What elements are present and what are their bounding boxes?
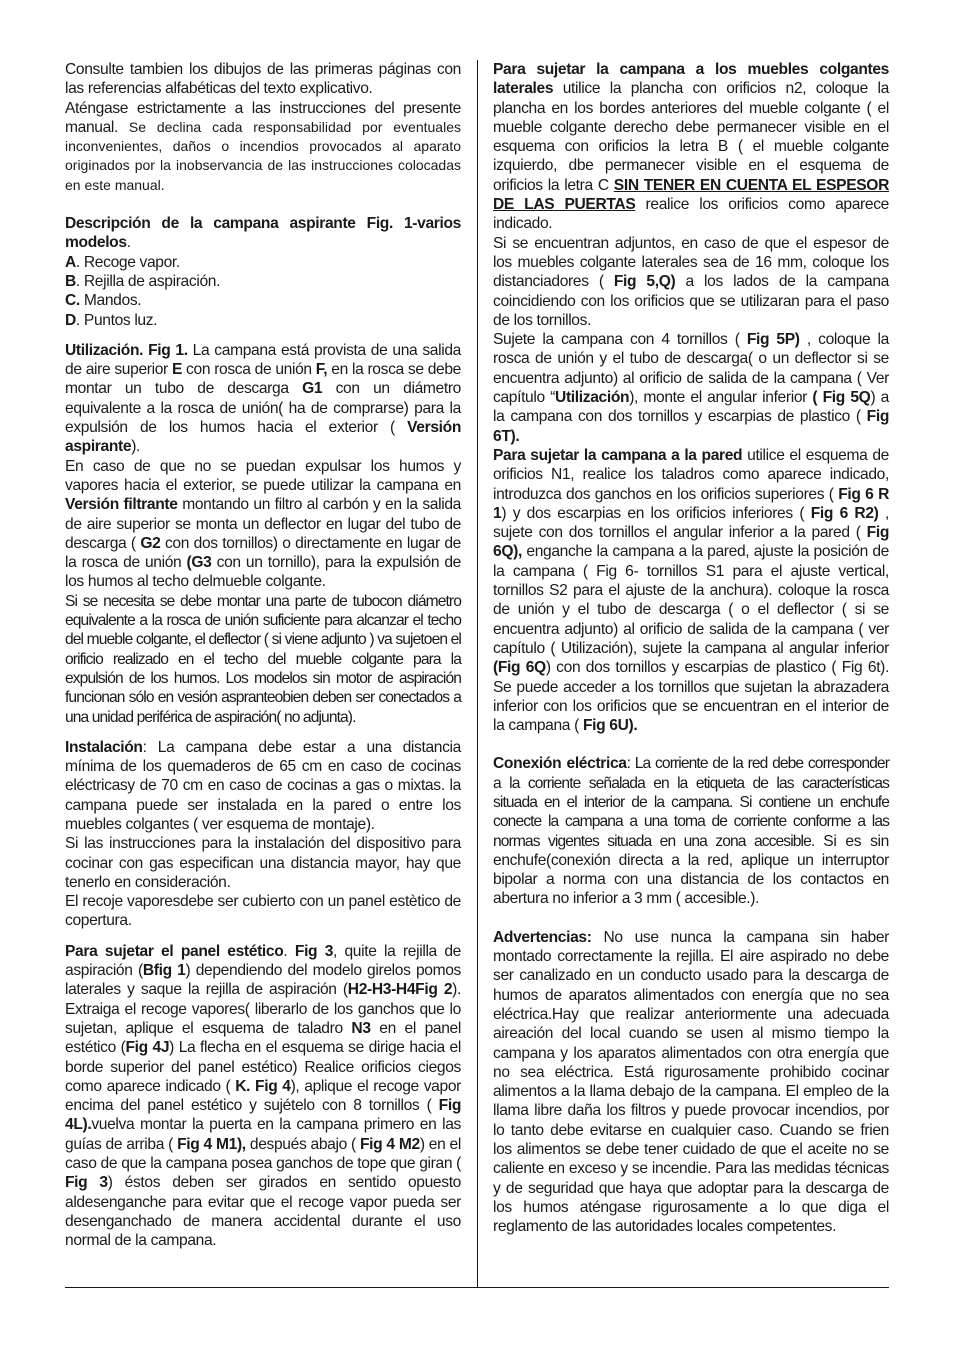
description-section: Descripción de la campana aspirante Fig. 1-varios modelos. A. Recoge vapor. B. Rejilla de aspiración. C. Mandos. D. Puntos luz. (65, 215, 461, 329)
filter-ref: G2 (140, 534, 161, 552)
utilization-title: Utilización. Fig 1. (65, 341, 188, 359)
electric-text: : La corriente de la red debe corresponder a la corriente señalada en la etiqueta de las características situada en el interior de la campana. Si contiene un enchufe conecte la campana a una toma de corriente conforme a las normas vigentes situada en una zona accesible. (493, 755, 889, 850)
panel-text: ) éstos deben ser girados en sentido opuesto aldesenganche para evitar que el recoge vapor pueda ser desenganchado de manera accidental durante el uso normal de la campana. (65, 1174, 462, 1250)
warnings-paragraph (493, 928, 889, 1237)
spacers-text: a los lados de la campana coincidiendo con los orificios que se utilizaran para el paso de los tornillos. (493, 273, 889, 329)
lateral-warning: SIN TENER EN CUENTA EL ESPESOR DE LAS PUERTAS (493, 176, 889, 214)
panel-text: vuelva montar la puerta en la campana primero en las guías de arriba ( (65, 1116, 461, 1153)
utilization-text: en la rosca se debe montar un tubo de descarga (65, 361, 461, 398)
filter-ref: Versión filtrante (65, 496, 178, 514)
electric-paragraph (493, 754, 889, 908)
installation-text: : La campana debe estar a una distancia mínima de los quemaderos de 65 cm en caso de cocinas eléctricasy de 70 cm en caso de cocinas a gas o mixtas. la campana puede ser instalada en la pared o entre los muebles colgantes ( ver esquema de montaje). (65, 738, 461, 833)
screws-text: ) a la campana con dos tornillos y escarpias de plastico ( (493, 389, 889, 426)
panel-ref: H2-H3-H4Fig 2 (347, 981, 453, 999)
panel-text: después abajo ( (245, 1135, 360, 1153)
panel-ref: Fig 3 (294, 942, 334, 960)
panel-text: , quite la rejilla de aspiración ( (65, 942, 462, 980)
screws-ref: Utilización (555, 389, 630, 407)
panel-ref: Fig 4J (125, 1039, 170, 1057)
panel-text: en el panel estético ( (65, 1019, 461, 1057)
spacers-paragraph (493, 234, 889, 330)
filter-text: En caso de que no se puedan expulsar los humos y vapores hacia el exterior, se puede utilizar la campana en (65, 457, 461, 494)
desc-letter-d: D (65, 311, 76, 329)
wall-text: , sujete con dos tornillos el angular inferior a la pared ( (493, 504, 890, 542)
bottom-rule (65, 1287, 889, 1288)
desc-letter-b: B (65, 272, 76, 290)
intro-text-2: Aténgase estrictamente a las instrucciones del presente manual. (65, 99, 461, 136)
panel-text: ). Extraiga el recoge vapores( liberarlo de los ganchos que lo sujetan, aplique el esquema de taladro (65, 981, 461, 1037)
intro-paragraph (65, 60, 461, 195)
panel-text: ) dependiendo del modelo girelos pomos laterales y saque la rejilla de aspiración ( (65, 962, 461, 999)
installation-title: Instalación (65, 738, 143, 756)
wall-title: Para sujetar la campana a la pared (493, 446, 743, 464)
utilization-text: La campana está provista de una salida de aire superior (65, 341, 461, 379)
electric-title: Conexión eléctrica (493, 755, 627, 773)
wall-ref: Fig 6 R2) (810, 504, 879, 522)
screws-ref: Fig 6T). (493, 408, 889, 445)
utilization-text: ). (131, 438, 141, 456)
filter-text: con un tornillo), para la expulsión de los humos al techo delmueble colgante. (65, 554, 461, 591)
desc-letter-c: C. (65, 292, 80, 310)
warnings-title: Advertencias: (493, 928, 592, 946)
filter-paragraph (65, 457, 461, 592)
electric-text: Si es sin enchufe(conexión directa a la red, aplique un interruptor bipolar a norma con una distancia de los contactos en abertura no inferior a 3 mm ( accesible.). (493, 832, 889, 908)
wall-text: enganche la campana a la pared, ajuste la posición de la campana ( Fig 6- tornillos S1 para el ajuste vertical, tornillos S2 para el ajuste de la anchura). coloque la rosca de unión y el tubo de descarga ( o el deflector ( si se encuentra adjunto) al orificio de salida de la campana ( ver capítulo ( Utilización), sujete la campana al angular inferior (493, 543, 889, 657)
utilization-text: con rosca de unión (182, 361, 316, 379)
panel-text: ) La flecha en el esquema se dirige hacia el borde superior del panel estético) Realice orificios ciegos como aparece indicado ( (65, 1039, 461, 1095)
utilization-ref: Versión aspirante (65, 419, 461, 456)
lateral-text: utilice la plancha con orificios n2, coloque la plancha en los bordes anteriores del mueble colgante ( el mueble colgante derecho debe permanecer visible en el esquema con orificios la letra B ( el mueble colgante izquierdo, dbe permanecer visible en el esquema de orificios la letra C (493, 80, 889, 194)
panel-ref: Fig 4L). (65, 1097, 461, 1134)
warnings-text: No use nunca la campana sin haber montado correctamente la rejilla. El aire aspirado no debe ser canalizado en un conducto usado para la descarga de humos de aparatos alimentados con energía que no sea eléctrica.Hay que realizar anteriormente una adecuada aireación del local cuando se usen al mismo tiempo la campana y los aparatos alimentados con otra energía que no sea eléctrica. Está rigurosamente prohibido cocinar alimentos a la llama debajo de la campana. El empleo de la llama libre daña los filtros y puede provocar incendios, por lo tanto debe evitarse en cualquier caso. Cuando se frien los alimentos se debe tener cuidado de que el aceite no se caliente en exceso y se incendie. Para las medidas técnicas y de seguridad que haya que adoptar para la descarga de los humos aténgase rigurosamente a lo que diga el reglamento de las autoridades locales competentes. (493, 928, 889, 1236)
filter-text: con dos tornillos) o directamente en lugar de la rosca de unión (65, 534, 461, 572)
lateral-text: realice los orificios como aparece indicado. (493, 196, 889, 233)
installation-paragraph (65, 738, 461, 834)
desc-letter-a: A (65, 253, 76, 271)
wall-ref: Fig 6 R 1 (493, 485, 889, 522)
panel-text: ), aplique el recoge vapor encima del panel estético y sujételo con 8 tornillos ( (65, 1077, 461, 1115)
desc-text-a: . Recoge vapor. (75, 253, 180, 271)
installation-panel-paragraph: El recoje vaporesdebe ser cubierto con un panel estètico de copertura. (65, 893, 461, 930)
screws-text: ), monte el angular inferior (629, 389, 813, 407)
left-column (65, 60, 461, 1251)
intro-text-1: Consulte tambien los dibujos de las primeras páginas con las referencias alfabéticas del texto explicativo. (65, 61, 461, 98)
panel-text: . (283, 942, 295, 960)
panel-ref: Fig 3 (65, 1174, 108, 1192)
panel-ref: Bfig 1 (142, 962, 186, 980)
wall-ref: Fig 6U). (582, 717, 638, 735)
tube-paragraph: Si se necesita se debe montar una parte de tubocon diámetro equivalente a la rosca de unión suficiente para alcanzar el techo del mueble colgante, el deflector ( si viene adjunto ) va sujetoen el orificio realizado en el techo del mueble colgante para la expulsión de los humos. Los modelos sin motor de aspiración funcionan sólo en vesión aspranteobien deben ser conectados a una unidad periférica de aspiración( no adjunta). (65, 592, 461, 726)
panel-paragraph (65, 942, 461, 1251)
screws-ref: ( Fig 5Q (812, 389, 871, 407)
utilization-ref: F, (315, 361, 328, 379)
panel-text: ) en el caso de que la campana posea ganchos de tope que giran ( (65, 1135, 461, 1173)
utilization-ref: G1 (302, 380, 323, 398)
desc-text-b: . Rejilla de aspiración. (75, 272, 221, 290)
wall-text: ) y dos escarpias en los orificios inferiores ( (501, 504, 811, 522)
desc-text-d: . Puntos luz. (75, 311, 158, 329)
intro-disclaimer: Se declina cada responsabilidad por eventuales inconvenientes, daños o incendios provocados al aparato originados por la inobservancia de las instrucciones colocadas en este manual. (65, 118, 461, 193)
description-title: Descripción de la campana aspirante Fig. 1-varios modelos (65, 215, 461, 252)
installation-gas-paragraph: Si las instrucciones para la instalación del dispositivo para cocinar con gas especifican una distancia mayor, hay que tenerlo en consideración. (65, 835, 461, 891)
desc-text-c: Mandos. (79, 292, 142, 310)
wall-ref: (Fig 6Q (493, 659, 546, 677)
screws-text: , coloque la rosca de unión y el tubo de descarga( o un deflector si se encuentra adjunto) al orificio de salida de la campana ( Ver capítulo “ (493, 331, 889, 407)
lateral-cabinets-paragraph (493, 60, 889, 234)
filter-text: montando un filtro al carbón y en la salida de aire superior se monta un deflector en lugar del tubo de descarga ( (65, 496, 462, 552)
utilization-paragraph (65, 341, 461, 457)
utilization-ref: E (171, 361, 182, 379)
panel-ref: N3 (351, 1019, 371, 1037)
screws-text: Sujete la campana con 4 tornillos ( (493, 331, 747, 349)
panel-ref: Fig 4 M1), (177, 1135, 246, 1153)
lateral-title: Para sujetar la campana a los muebles colgantes laterales (493, 61, 889, 98)
panel-ref: K. Fig 4 (235, 1077, 291, 1095)
panel-ref: Fig 4 M2 (359, 1135, 420, 1153)
wall-ref: Fig 6Q), (493, 524, 889, 561)
spacers-text: Si se encuentran adjuntos, en caso de que el espesor de los muebles colgante laterales sea de 16 mm, coloque los distanciadores ( (493, 234, 889, 291)
wall-paragraph (493, 446, 889, 735)
panel-title: Para sujetar el panel estético (65, 942, 284, 960)
spacers-ref: Fig 5,Q) (613, 273, 676, 291)
column-divider (477, 60, 478, 1287)
right-column (493, 60, 889, 1237)
screws-ref: Fig 5P) (746, 331, 800, 349)
utilization-text: con un diámetro equivalente a la rosca de unión( ha de comprarse) para la expulsión de los humos hacia el exterior ( (65, 380, 461, 437)
wall-text: ) con dos tornillos y escarpias de plastico ( Fig 6t). Se puede acceder a los tornillos que sujetan la abrazadera inferior con los orificios que se encuentran en el interior de la campana ( (493, 659, 889, 735)
wall-text: utilice el esquema de orificios N1, realice los taladros como aparece indicado, introduzca dos ganchos en los orificios superiores ( (493, 446, 889, 503)
screws-paragraph (493, 330, 889, 446)
filter-ref: (G3 (186, 554, 212, 572)
